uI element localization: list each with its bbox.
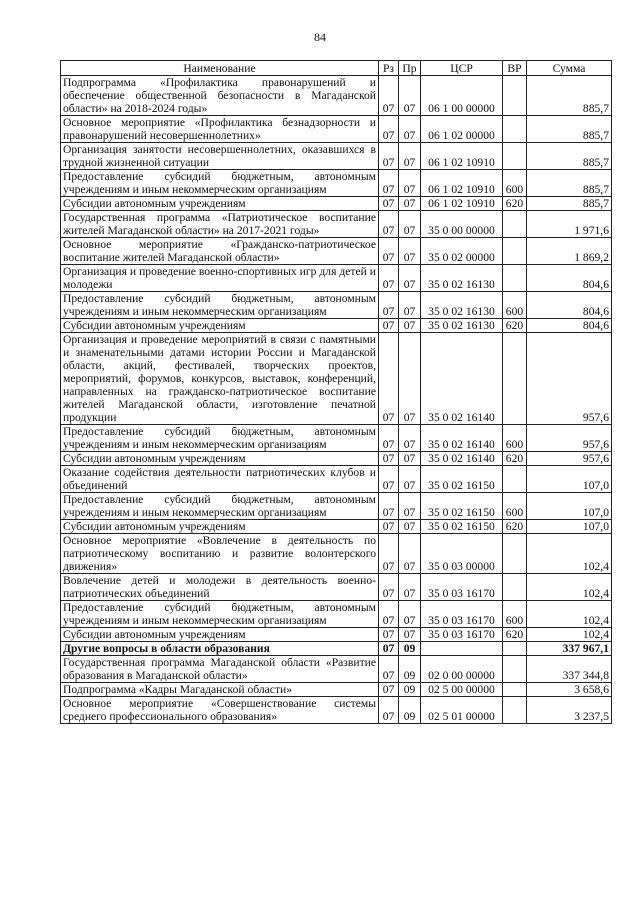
cell-vr: 600 [503, 425, 527, 452]
cell-sum: 804,6 [527, 292, 612, 319]
cell-csr: 35 0 02 16150 [421, 493, 503, 520]
cell-sum: 3 237,5 [527, 697, 612, 724]
table-row [61, 656, 612, 683]
cell-pr: 07 [399, 452, 421, 466]
cell-vr [503, 642, 527, 656]
cell-rz: 07 [379, 197, 399, 211]
cell-sum: 885,7 [527, 143, 612, 170]
table-row [61, 466, 612, 493]
cell-vr [503, 534, 527, 574]
cell-name: Предоставление субсидий бюджетным, автономным учреждениям и иным некоммерческим организациям [61, 493, 379, 520]
table-row [61, 574, 612, 601]
cell-vr [503, 143, 527, 170]
cell-csr: 35 0 03 00000 [421, 534, 503, 574]
cell-vr [503, 238, 527, 265]
cell-rz: 07 [379, 534, 399, 574]
page-number: 84 [314, 30, 326, 44]
cell-pr: 07 [399, 265, 421, 292]
cell-csr: 35 0 02 16140 [421, 333, 503, 425]
cell-sum: 102,4 [527, 628, 612, 642]
cell-pr: 07 [399, 211, 421, 238]
cell-rz: 07 [379, 656, 399, 683]
cell-rz: 07 [379, 143, 399, 170]
cell-rz: 07 [379, 697, 399, 724]
cell-pr: 07 [399, 143, 421, 170]
cell-vr: 620 [503, 452, 527, 466]
cell-sum: 1 869,2 [527, 238, 612, 265]
cell-vr [503, 211, 527, 238]
cell-pr: 07 [399, 292, 421, 319]
cell-rz: 07 [379, 601, 399, 628]
cell-pr: 09 [399, 642, 421, 656]
cell-rz: 07 [379, 493, 399, 520]
table-row [61, 534, 612, 574]
cell-vr [503, 76, 527, 116]
cell-name: Предоставление субсидий бюджетным, автономным учреждениям и иным некоммерческим организациям [61, 425, 379, 452]
cell-rz: 07 [379, 520, 399, 534]
cell-csr: 35 0 03 16170 [421, 574, 503, 601]
cell-pr: 07 [399, 520, 421, 534]
table-row [61, 319, 612, 333]
table-row [61, 493, 612, 520]
cell-name: Вовлечение детей и молодежи в деятельность военно-патриотических объединений [61, 574, 379, 601]
cell-name: Организация и проведение военно-спортивных игр для детей и молодежи [61, 265, 379, 292]
cell-rz: 07 [379, 425, 399, 452]
cell-csr: 35 0 02 16150 [421, 466, 503, 493]
budget-table [60, 60, 612, 724]
cell-sum: 957,6 [527, 452, 612, 466]
cell-rz: 07 [379, 452, 399, 466]
cell-name: Субсидии автономным учреждениям [61, 628, 379, 642]
cell-name: Другие вопросы в области образования [61, 642, 379, 656]
table-row [61, 211, 612, 238]
cell-rz: 07 [379, 319, 399, 333]
cell-name: Субсидии автономным учреждениям [61, 520, 379, 534]
cell-pr: 07 [399, 333, 421, 425]
cell-vr: 620 [503, 628, 527, 642]
cell-sum: 107,0 [527, 493, 612, 520]
header-rz: Рз [379, 61, 399, 76]
cell-rz: 07 [379, 211, 399, 238]
cell-vr: 620 [503, 319, 527, 333]
cell-sum: 102,4 [527, 601, 612, 628]
table-row [61, 170, 612, 197]
cell-rz: 07 [379, 170, 399, 197]
cell-vr: 620 [503, 197, 527, 211]
cell-csr: 06 1 02 10910 [421, 143, 503, 170]
cell-sum: 337 344,8 [527, 656, 612, 683]
table-row [61, 333, 612, 425]
table-row [61, 452, 612, 466]
cell-sum: 107,0 [527, 466, 612, 493]
cell-name: Оказание содействия деятельности патриотических клубов и объединений [61, 466, 379, 493]
cell-pr: 07 [399, 628, 421, 642]
cell-csr: 35 0 02 16130 [421, 265, 503, 292]
header-sum: Сумма [527, 61, 612, 76]
cell-rz: 07 [379, 466, 399, 493]
cell-name: Основное мероприятие «Совершенствование системы среднего профессионального образования» [61, 697, 379, 724]
cell-pr: 09 [399, 697, 421, 724]
cell-csr: 35 0 03 16170 [421, 628, 503, 642]
cell-csr: 35 0 02 16140 [421, 452, 503, 466]
table-row [61, 520, 612, 534]
cell-sum: 804,6 [527, 319, 612, 333]
cell-sum: 1 971,6 [527, 211, 612, 238]
cell-sum: 885,7 [527, 197, 612, 211]
cell-csr [421, 642, 503, 656]
cell-rz: 07 [379, 333, 399, 425]
table-row [61, 143, 612, 170]
cell-sum: 107,0 [527, 520, 612, 534]
cell-rz: 07 [379, 265, 399, 292]
cell-pr: 07 [399, 466, 421, 493]
cell-csr: 06 1 02 10910 [421, 170, 503, 197]
cell-csr: 35 0 00 00000 [421, 211, 503, 238]
cell-name: Организация занятости несовершеннолетних, оказавшихся в трудной жизненной ситуации [61, 143, 379, 170]
cell-name: Субсидии автономным учреждениям [61, 319, 379, 333]
cell-name: Субсидии автономным учреждениям [61, 452, 379, 466]
table-row [61, 683, 612, 697]
header-csr: ЦСР [421, 61, 503, 76]
cell-rz: 07 [379, 628, 399, 642]
cell-rz: 07 [379, 238, 399, 265]
cell-pr: 07 [399, 534, 421, 574]
cell-csr: 35 0 02 16140 [421, 425, 503, 452]
cell-vr [503, 697, 527, 724]
table-row [61, 697, 612, 724]
cell-name: Основное мероприятие «Вовлечение в деятельность по патриотическому воспитанию и развитие волонтерского движения» [61, 534, 379, 574]
cell-rz: 07 [379, 642, 399, 656]
table-row [61, 238, 612, 265]
cell-vr: 620 [503, 520, 527, 534]
cell-pr: 07 [399, 493, 421, 520]
cell-rz: 07 [379, 574, 399, 601]
table-header-row [61, 61, 612, 76]
cell-name: Организация и проведение мероприятий в связи с памятными и знаменательными датами истории России и Магаданской области, акций, фестивалей, творческих проектов, мероприятий, форумов, конкурсов, выставок, конференций, направленных на гражданско-патриотическое воспитание жителей Магаданской области, изготовление печатной продукции [61, 333, 379, 425]
table-row [61, 265, 612, 292]
cell-sum: 3 658,6 [527, 683, 612, 697]
header-pr: Пр [399, 61, 421, 76]
cell-name: Подпрограмма «Профилактика правонарушений и обеспечение общественной безопасности в Магаданской области» на 2018-2024 годы» [61, 76, 379, 116]
cell-vr [503, 333, 527, 425]
table-row [61, 642, 612, 656]
cell-name: Государственная программа Магаданской области «Развитие образования в Магаданской области» [61, 656, 379, 683]
cell-name: Основное мероприятие «Профилактика безнадзорности и правонарушений несовершеннолетних» [61, 116, 379, 143]
cell-sum: 102,4 [527, 534, 612, 574]
cell-sum: 102,4 [527, 574, 612, 601]
cell-csr: 02 5 00 00000 [421, 683, 503, 697]
cell-csr: 35 0 02 16150 [421, 520, 503, 534]
table-row [61, 197, 612, 211]
cell-vr [503, 683, 527, 697]
cell-vr: 600 [503, 170, 527, 197]
cell-csr: 35 0 02 16130 [421, 319, 503, 333]
table-row [61, 425, 612, 452]
cell-vr: 600 [503, 601, 527, 628]
cell-pr: 07 [399, 425, 421, 452]
cell-pr: 07 [399, 170, 421, 197]
cell-pr: 07 [399, 76, 421, 116]
cell-pr: 07 [399, 197, 421, 211]
cell-rz: 07 [379, 116, 399, 143]
cell-pr: 07 [399, 319, 421, 333]
cell-csr: 35 0 02 16130 [421, 292, 503, 319]
cell-pr: 09 [399, 656, 421, 683]
cell-name: Предоставление субсидий бюджетным, автономным учреждениям и иным некоммерческим организациям [61, 170, 379, 197]
cell-name: Предоставление субсидий бюджетным, автономным учреждениям и иным некоммерческим организациям [61, 601, 379, 628]
cell-csr: 06 1 02 10910 [421, 197, 503, 211]
cell-rz: 07 [379, 683, 399, 697]
cell-rz: 07 [379, 76, 399, 116]
cell-name: Субсидии автономным учреждениям [61, 197, 379, 211]
header-name: Наименование [61, 61, 379, 76]
cell-sum: 885,7 [527, 76, 612, 116]
cell-pr: 07 [399, 574, 421, 601]
cell-csr: 02 5 01 00000 [421, 697, 503, 724]
cell-pr: 09 [399, 683, 421, 697]
table-row [61, 601, 612, 628]
cell-pr: 07 [399, 601, 421, 628]
table-row [61, 292, 612, 319]
table-row [61, 116, 612, 143]
cell-csr: 06 1 02 00000 [421, 116, 503, 143]
table-row [61, 76, 612, 116]
cell-csr: 35 0 03 16170 [421, 601, 503, 628]
cell-sum: 957,6 [527, 425, 612, 452]
cell-sum: 337 967,1 [527, 642, 612, 656]
cell-name: Предоставление субсидий бюджетным, автономным учреждениям и иным некоммерческим организациям [61, 292, 379, 319]
cell-pr: 07 [399, 116, 421, 143]
cell-rz: 07 [379, 292, 399, 319]
cell-pr: 07 [399, 238, 421, 265]
cell-vr [503, 116, 527, 143]
cell-name: Подпрограмма «Кадры Магаданской области» [61, 683, 379, 697]
header-vr: ВР [503, 61, 527, 76]
cell-csr: 35 0 02 00000 [421, 238, 503, 265]
cell-name: Основное мероприятие «Гражданско-патриотическое воспитание жителей Магаданской области» [61, 238, 379, 265]
cell-vr: 600 [503, 292, 527, 319]
cell-sum: 885,7 [527, 116, 612, 143]
cell-vr [503, 265, 527, 292]
cell-csr: 06 1 00 00000 [421, 76, 503, 116]
cell-vr [503, 656, 527, 683]
cell-sum: 804,6 [527, 265, 612, 292]
cell-vr [503, 574, 527, 601]
cell-sum: 885,7 [527, 170, 612, 197]
cell-vr [503, 466, 527, 493]
cell-vr: 600 [503, 493, 527, 520]
cell-sum: 957,6 [527, 333, 612, 425]
cell-name: Государственная программа «Патриотическое воспитание жителей Магаданской области» на 2017-2021 годы» [61, 211, 379, 238]
cell-csr: 02 0 00 00000 [421, 656, 503, 683]
table-row [61, 628, 612, 642]
